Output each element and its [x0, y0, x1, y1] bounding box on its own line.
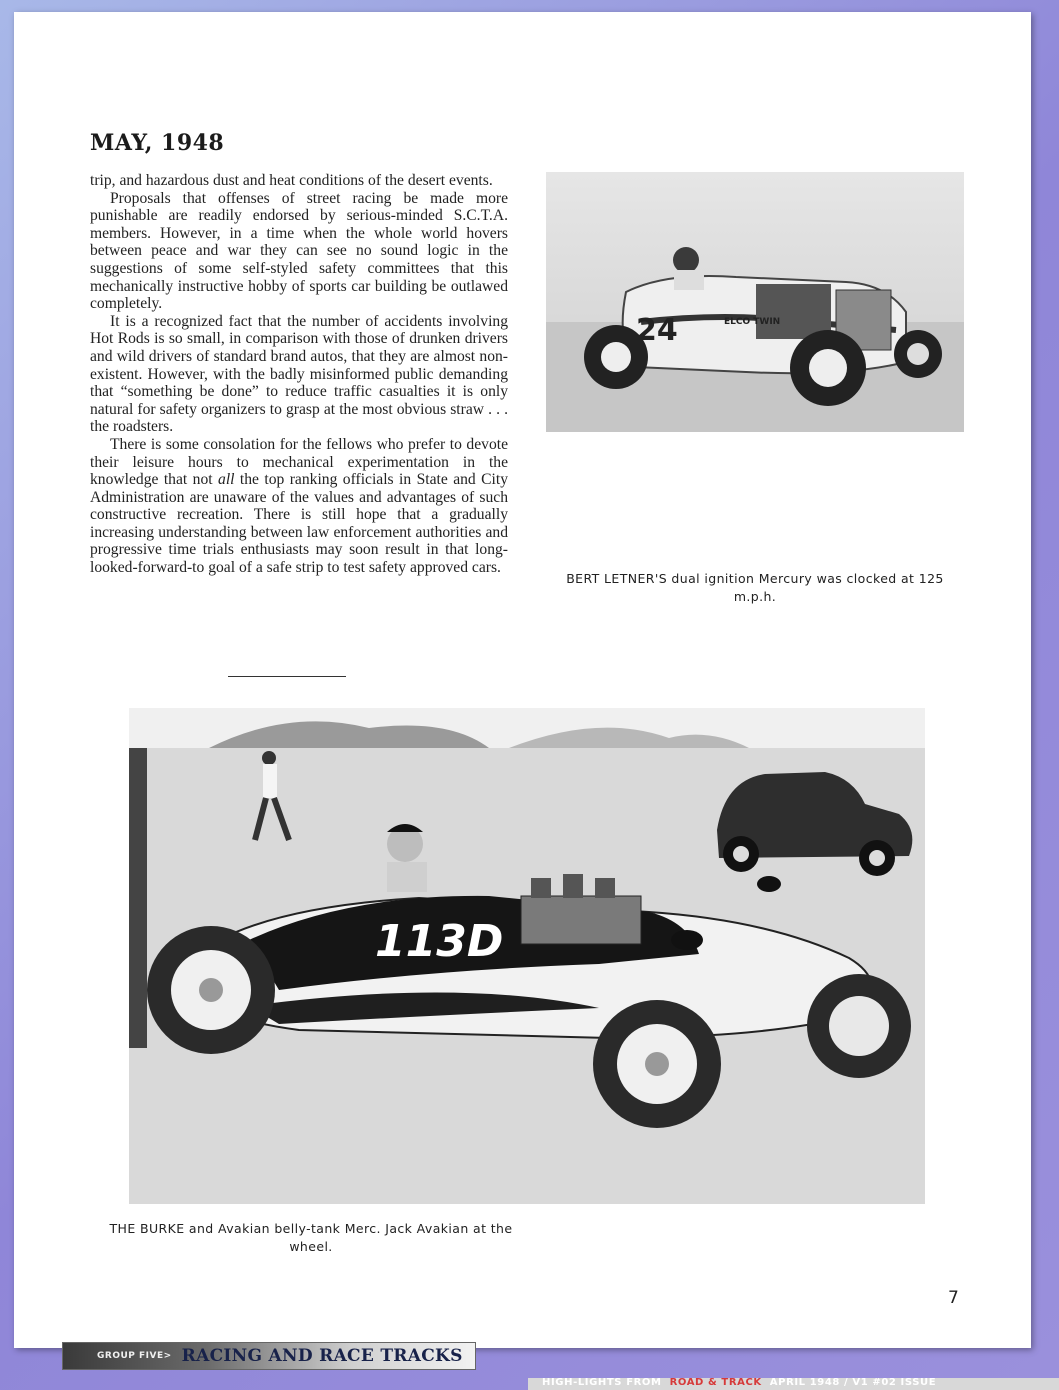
belly-tank-illustration	[129, 708, 925, 1204]
paragraph-4	[90, 436, 508, 577]
footer-source-brand: ROAD & TRACK	[669, 1377, 762, 1388]
magazine-page	[14, 12, 1031, 1348]
footer-source-issue: APRIL 1948 / V1 #02 ISSUE	[769, 1377, 937, 1388]
group-title: RACING AND RACE TRACKS	[181, 1346, 463, 1366]
roadster-car-number: 24	[636, 313, 678, 348]
paragraph-4-end: the top ranking officials in State and City Administration are unaware of the values and advantages of such constructive recreation. There is still hope that a gradually increasing understanding between law enforcement authorities and progressive time trials enthusiasts may soon result in that long-looked-forward-to goal of a safe strip to test safety approved cars.	[90, 471, 508, 577]
paragraph-4-emphasis: all	[218, 471, 235, 489]
paragraph-3: It is a recognized fact that the number of accidents involving Hot Rods is so small, in comparison with those of drunken drivers and wild drivers of standard brand autos, that they are almost non-existent. However, with the badly misinformed public demanding that “something be done” to reduce traffic casualties it is only natural for safety organizers to grasp at the most obvious straw . . . the roadsters.	[90, 312, 508, 436]
group-section-tab	[62, 1342, 476, 1370]
article-body	[90, 172, 508, 577]
page-number: 7	[948, 1288, 959, 1308]
footer-source-prefix: HIGH-LIGHTS FROM	[542, 1377, 662, 1388]
paragraph-2: Proposals that offenses of street racing be made more punishable are readily endorsed by serious-minded S.C.T.A. members. However, in a time when the whole world hovers between peace and war they can see no sound logic in the suggestions of some self-styled safety committees that this mechanically instructive hobby of sports car building be outlawed completely.	[90, 189, 508, 313]
roadster-car-label: ELCO TWIN	[724, 317, 781, 327]
roadster-caption: BERT LETNER'S dual ignition Mercury was clocked at 125 m.p.h.	[566, 571, 944, 604]
belly-tank-car-number: 113D	[375, 916, 504, 967]
belly-tank-caption: THE BURKE and Avakian belly-tank Merc. Jack Avakian at the wheel.	[109, 1221, 513, 1254]
group-label: GROUP FIVE>	[97, 1351, 172, 1361]
photo-roadster	[546, 172, 964, 432]
article-end-rule	[228, 676, 346, 677]
photo-belly-tank	[129, 708, 925, 1204]
roadster-illustration	[546, 172, 964, 432]
footer-source	[542, 1377, 936, 1388]
paragraph-1: trip, and hazardous dust and heat conditions of the desert events.	[90, 172, 493, 189]
page-date-header: MAY, 1948	[90, 130, 225, 156]
paragraph-4-start: There is some consolation for the fellows who prefer to devote their leisure hours to mechanical experimentation in the knowledge that not	[90, 435, 508, 489]
